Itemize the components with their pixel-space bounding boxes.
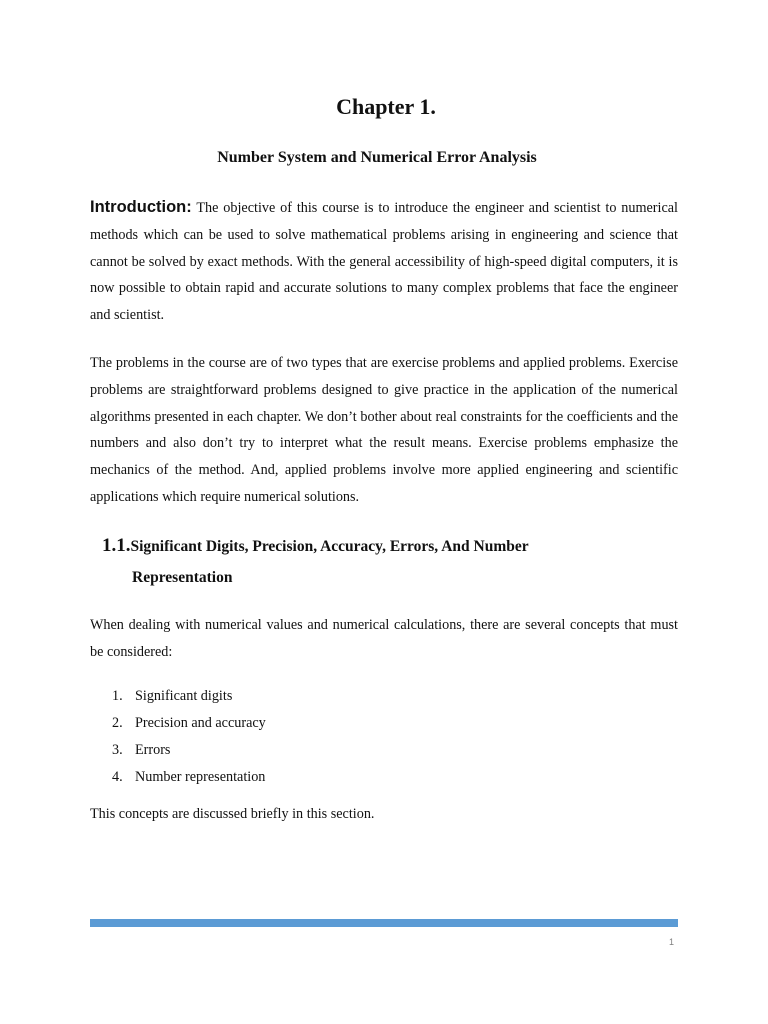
list-item [112, 737, 266, 764]
list-item-label: Significant digits [135, 688, 233, 704]
chapter-subtitle: Number System and Numerical Error Analysis [217, 149, 537, 166]
introduction-text: The objective of this course is to introduce the engineer and scientist to numerical methods which can be used to solve mathematical problems arising in engineering and science that cannot be solved by exact methods. With the general accessibility of high-speed digital computers, it is now possible to obtain rapid and accurate solutions to many complex problems that face the engineer and scientist. [90, 200, 679, 324]
section-title-line1: Significant Digits, Precision, Accuracy, Errors, And Number [130, 538, 529, 555]
list-item-label: Precision and accuracy [135, 715, 266, 731]
introduction-label: Introduction: [90, 198, 192, 216]
concept-list [112, 683, 266, 791]
list-item [112, 764, 266, 791]
problems-paragraph: The problems in the course are of two types that are exercise problems and applied problems. Exercise problems are straightforward problems designed to give practice in the application of the numerical algorithms presented in each chapter. We don’t bother about real constraints for the coefficients and the numbers and also don’t try to interpret what the result means. Exercise problems emphasize the mechanics of the method. And, applied problems involve more applied engineering and scientific applications which require numerical solutions. [90, 355, 678, 505]
section-title-line2: Representation [132, 569, 233, 586]
list-item-number: 4. [112, 769, 123, 785]
closing-sentence: This concepts are discussed briefly in this section. [90, 806, 375, 822]
list-item-number: 2. [112, 715, 123, 731]
list-item-label: Number representation [135, 769, 266, 785]
list-item-number: 3. [112, 742, 123, 758]
section-heading [102, 530, 662, 593]
list-item-number: 1. [112, 688, 123, 704]
section-number: 1.1. [102, 535, 131, 556]
list-item [112, 710, 266, 737]
footer-rule [90, 919, 678, 927]
introduction-paragraph [90, 194, 678, 329]
section-intro-paragraph: When dealing with numerical values and numerical calculations, there are several concepts that must be considered: [90, 617, 678, 660]
list-item-label: Errors [135, 742, 171, 758]
chapter-title: Chapter 1. [336, 94, 436, 119]
page-number: 1 [668, 937, 674, 947]
list-item [112, 683, 266, 710]
